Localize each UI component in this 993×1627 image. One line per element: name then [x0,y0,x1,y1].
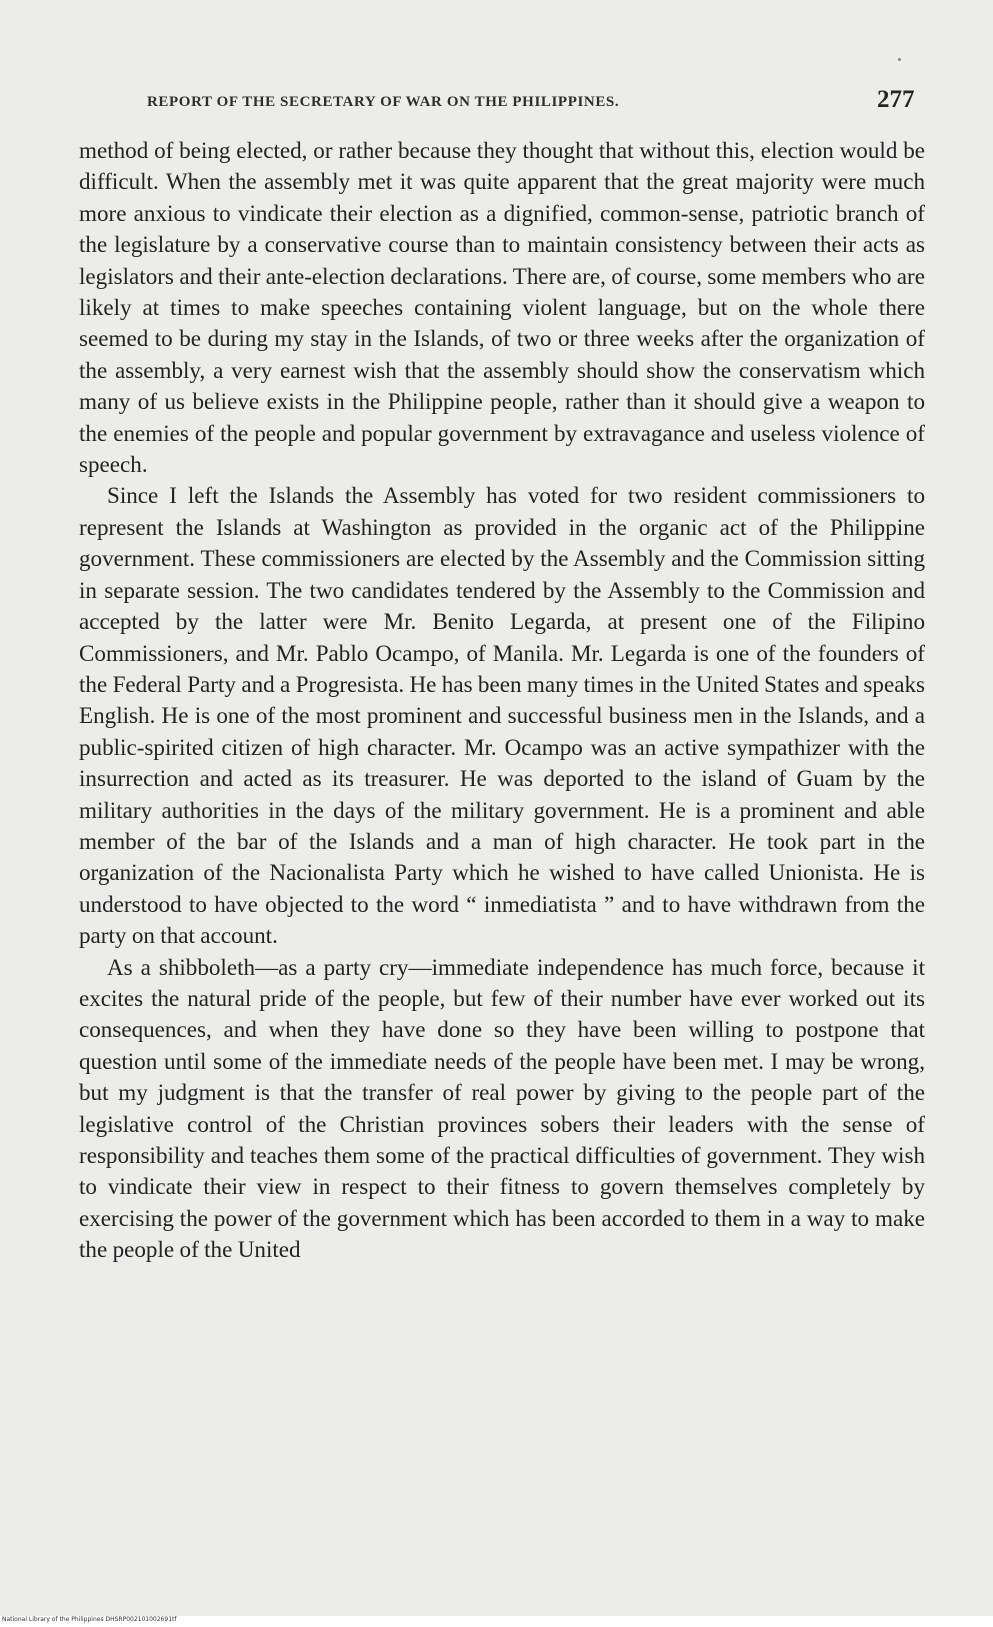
paragraph-1: method of being elected, or rather because they thought that without this, election would be difficult. When the assembly met it was quite apparent that the great majority were much more anxious to vindicate their election as a dignified, common-sense, patriotic branch of the legislature by a conservative course than to maintain consistency between their acts as legislators and their ante-election declarations. There are, of course, some members who are likely at times to make speeches containing violent language, but on the whole there seemed to be during my stay in the Islands, of two or three weeks after the organization of the assembly, a very earnest wish that the assembly should show the conservatism which many of us believe exists in the Philippine people, rather than it should give a weapon to the enemies of the people and popular government by extravagance and useless violence of speech. [79,137,925,478]
running-header [0,86,993,116]
paragraph-3: As a shibboleth—as a party cry—immediate independence has much force, because it excites the natural pride of the people, but few of their number have ever worked out its consequences, and when they have done so they have been willing to postpone that question until some of the immediate needs of the people have been met. I may be wrong, but my judgment is that the transfer of real power by giving to the people part of the legislative control of the Christian provinces sobers their leaders with the sense of responsibility and teaches them some of the practical difficulties of government. They wish to vindicate their view in respect to their fitness to govern themselves completely by exercising the power of the government which has been accorded to them in a way to make the people of the United [79,953,925,1263]
header-title: REPORT OF THE SECRETARY OF WAR ON THE PHILIPPINES. [147,94,620,110]
page-number: 277 [877,86,915,113]
scan-speck [898,58,901,61]
footer-credit: National Library of the Philippines DHSRP002101002691tf [2,1616,177,1623]
paragraph-2: Since I left the Islands the Assembly has voted for two resident commissioners to represent the Islands at Washington as provided in the organic act of the Philippine government. These commissioners are elected by the Assembly and the Commission sitting in separate session. The two candidates tendered by the Assembly to the Commission and accepted by the latter were Mr. Benito Legarda, at present one of the Filipino Commissioners, and Mr. Pablo Ocampo, of Manila. Mr. Legarda is one of the founders of the Federal Party and a Progresista. He has been many times in the United States and speaks English. He is one of the most prominent and successful business men in the Islands, and a public-spirited citizen of high character. Mr. Ocampo was an active sympathizer with the insurrection and acted as its treasurer. He was deported to the island of Guam by the military authorities in the days of the military government. He is a prominent and able member of the bar of the Islands and a man of high character. He took part in the organization of the Nacionalista Party which he wished to have called Unionista. He is understood to have objected to the word “ inmediatista ” and to have withdrawn from the party on that account. [79,482,925,949]
body-text [79,135,925,1266]
footer-strip [0,1616,993,1627]
